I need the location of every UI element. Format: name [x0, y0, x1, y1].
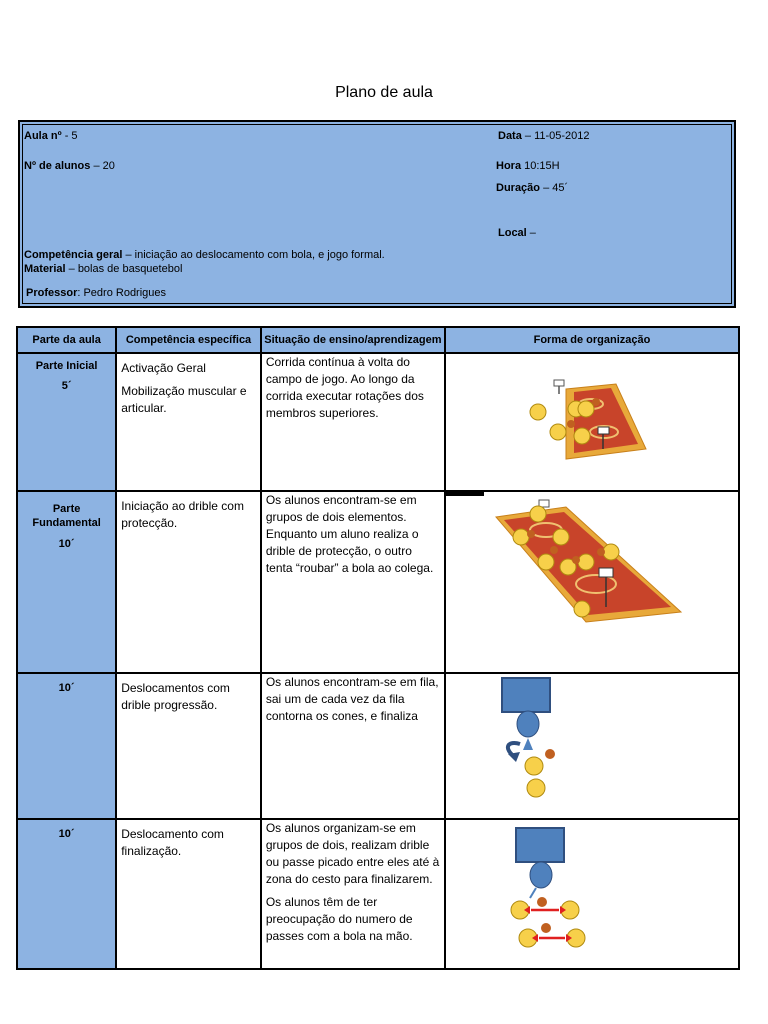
backboard-icon [598, 427, 609, 434]
backboard-icon [502, 678, 550, 712]
organizacao-cell [445, 491, 739, 673]
competencia-cell [116, 819, 261, 969]
table-row [17, 491, 739, 673]
competencia-text: Deslocamento com finalização. [121, 827, 224, 858]
backboard-icon [599, 568, 613, 577]
table-row [17, 673, 739, 819]
situacao-cell [261, 353, 445, 491]
smiley-icon [603, 544, 619, 560]
ball-icon [527, 530, 535, 538]
competencia-cell [116, 353, 261, 491]
smiley-icon [530, 404, 546, 420]
local-field: Local – [498, 227, 536, 239]
tempo-label: 5´ [61, 380, 72, 392]
smiley-icon [530, 506, 546, 522]
ball-icon [567, 420, 575, 428]
competencia-text: Activação Geral [121, 361, 206, 375]
drill-diagram [446, 820, 738, 968]
smiley-icon [525, 757, 543, 775]
situacao-text: Corrida contínua à volta do campo de jogo. Ao longo da corrida executar rotações dos membros superiores. [265, 355, 424, 420]
drill-diagram [446, 674, 738, 818]
situacao-text: Os alunos têm de ter preocupação do numero de passes com a bola na mão. [265, 895, 413, 943]
ball-icon [597, 548, 605, 556]
hoop-icon [530, 862, 552, 888]
backboard-icon [516, 828, 564, 862]
organizacao-cell [445, 353, 739, 491]
tempo-label: 10´ [58, 828, 75, 840]
situacao-text: Os alunos encontram-se em fila, sai um de cada vez da fila contorna os cones, e finaliza [265, 675, 439, 723]
header-organizacao: Forma de organização [445, 327, 739, 353]
smiley-icon [553, 529, 569, 545]
ball-icon [545, 749, 555, 759]
court-diagram [446, 354, 738, 490]
ball-icon [592, 398, 600, 406]
alunos-field: Nº de alunos – 20 [24, 160, 115, 172]
aula-field: Aula nº - 5 [24, 130, 78, 142]
page-title: Plano de aula [335, 84, 433, 101]
cone-icon [523, 738, 533, 750]
situacao-cell [261, 673, 445, 819]
duracao-field: Duração – 45´ [496, 182, 569, 194]
tempo-label: 10´ [58, 682, 75, 694]
table-row [17, 819, 739, 969]
competencia-text: Deslocamentos com drible progressão. [121, 681, 230, 712]
parte-label: Parte Fundamental [32, 503, 101, 529]
smiley-icon [513, 529, 529, 545]
header-parte: Parte da aula [17, 327, 116, 353]
court-diagram [446, 492, 738, 672]
data-field: Data – 11-05-2012 [498, 130, 590, 142]
organizacao-cell [445, 819, 739, 969]
situacao-cell [261, 819, 445, 969]
situacao-text: Os alunos encontram-se em grupos de dois elementos. Enquanto um aluno realiza o drible de protecção, o outro tenta “roubar” a bola ao colega. [265, 493, 434, 575]
lesson-plan-table [16, 326, 740, 970]
situacao-text: Os alunos organizam-se em grupos de dois, realizam drible ou passe picado entre eles até à zona do cesto para finalizarem. [265, 821, 440, 886]
divider-mark [446, 492, 484, 496]
table-header-row [17, 327, 739, 353]
parte-cell [17, 673, 116, 819]
header-situacao: Situação de ensino/aprendizagem [261, 327, 445, 353]
competencia-cell [116, 491, 261, 673]
smiley-icon [578, 554, 594, 570]
smiley-icon [527, 779, 545, 797]
professor-field: Professor: Pedro Rodrigues [26, 287, 167, 299]
table-row [17, 353, 739, 491]
smiley-icon [574, 428, 590, 444]
ball-icon [550, 546, 558, 554]
smiley-icon [550, 424, 566, 440]
organizacao-cell [445, 673, 739, 819]
smiley-icon [578, 401, 594, 417]
ball-icon [541, 923, 551, 933]
parte-cell [17, 819, 116, 969]
hora-field: Hora 10:15H [496, 160, 560, 172]
tempo-label: 10´ [58, 538, 75, 550]
header-competencia: Competência específica [116, 327, 261, 353]
parte-label: Parte Inicial [35, 360, 98, 372]
arrow-icon [530, 888, 536, 898]
parte-cell [17, 491, 116, 673]
smiley-icon [574, 601, 590, 617]
parte-cell [17, 353, 116, 491]
lesson-info-box [18, 120, 736, 308]
hoop-icon [517, 711, 539, 737]
ball-icon [572, 556, 580, 564]
competencia-geral-field: Competência geral – iniciação ao deslocamento com bola, e jogo formal. [24, 249, 385, 261]
backboard-icon [554, 380, 564, 386]
ball-icon [537, 897, 547, 907]
material-field: Material – bolas de basquetebol [24, 263, 183, 275]
competencia-text: Mobilização muscular e articular. [121, 384, 247, 415]
situacao-cell [261, 491, 445, 673]
smiley-icon [538, 554, 554, 570]
competencia-cell [116, 673, 261, 819]
competencia-text: Iniciação ao drible com protecção. [121, 499, 244, 530]
